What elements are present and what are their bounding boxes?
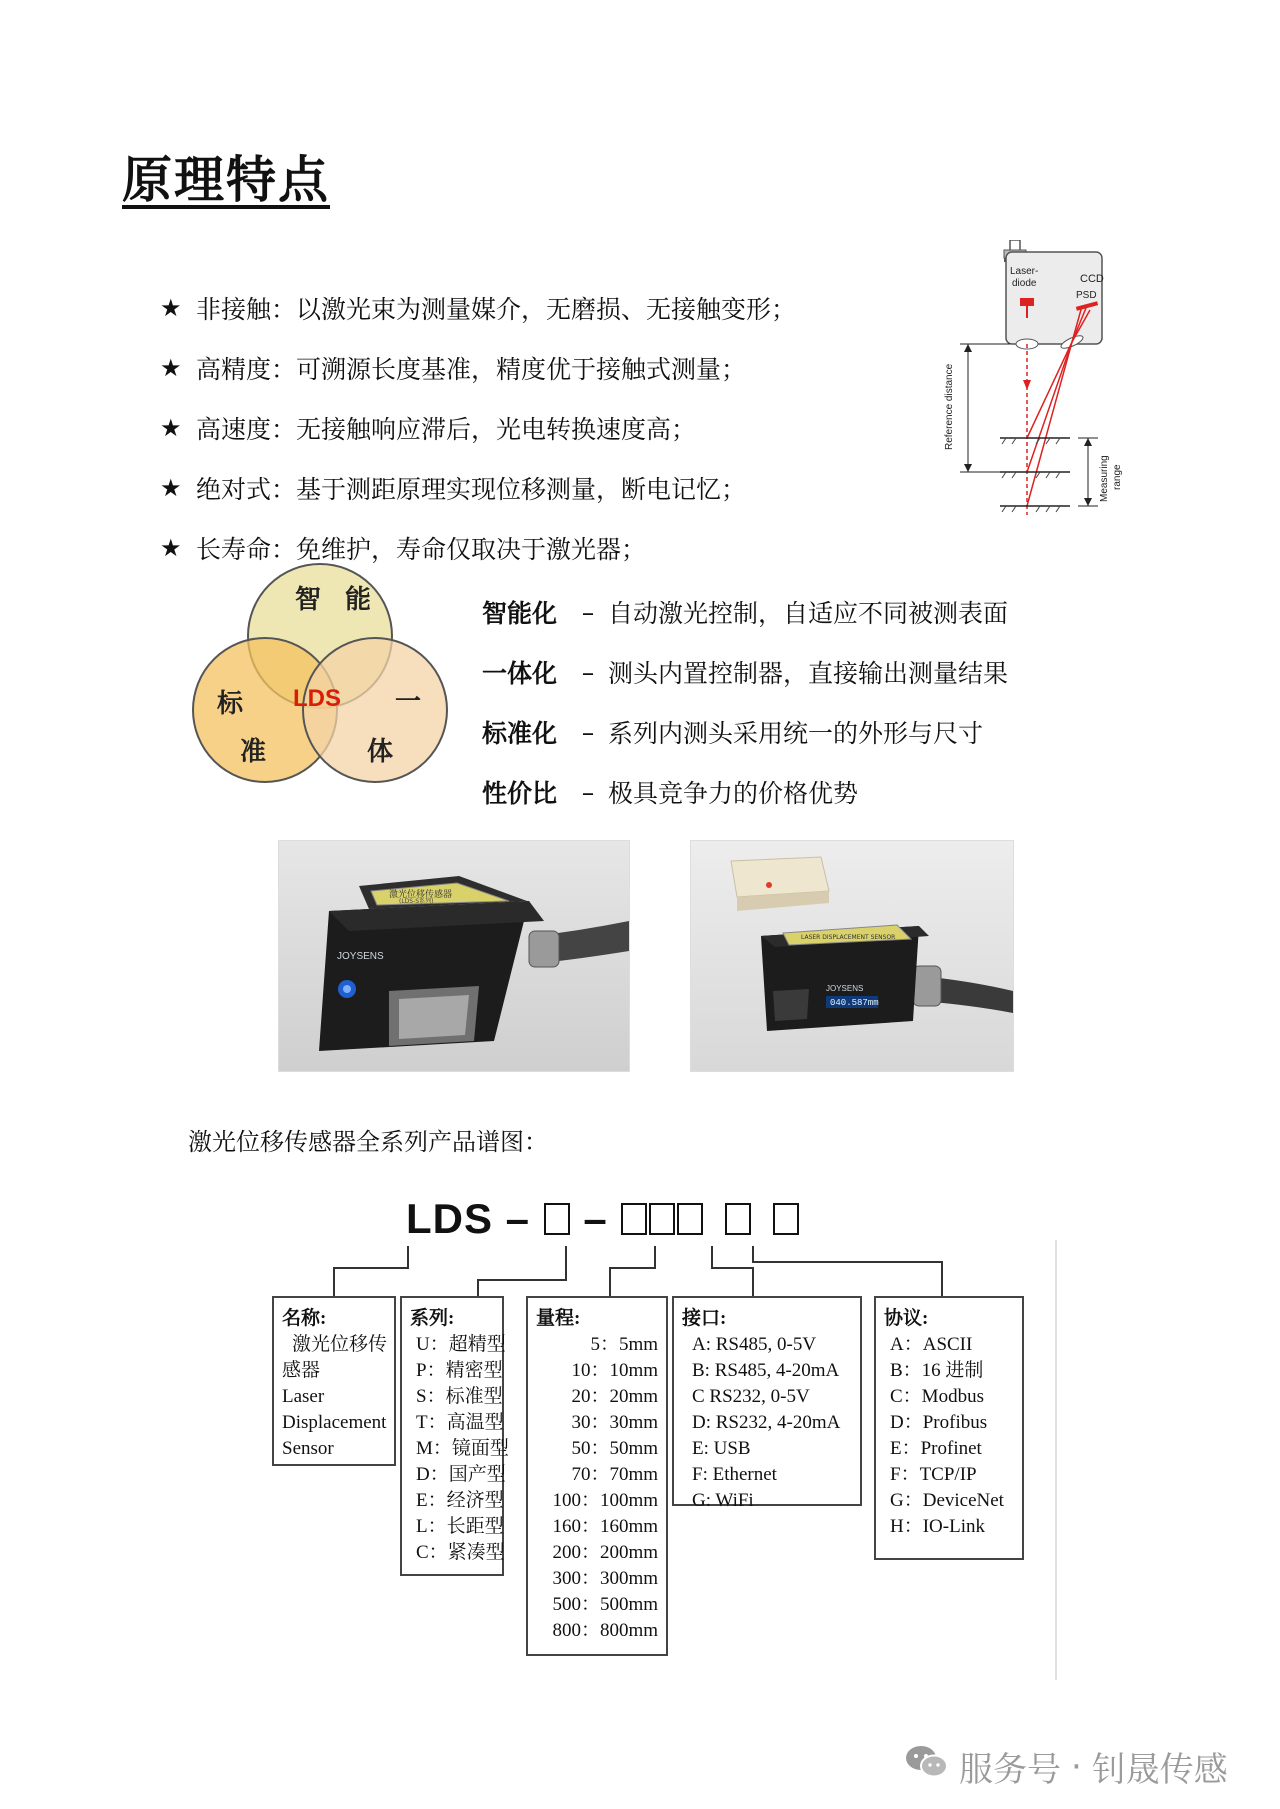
venn-center-label: LDS [293, 685, 341, 712]
advantage-item [482, 702, 1008, 762]
feature-text: 长寿命：免维护，寿命仅取决于激光器； [196, 535, 647, 564]
spec-box-item: 500：500mm [552, 1594, 658, 1615]
measuring-label: Measuring [1099, 455, 1110, 502]
star-icon: ★ [160, 474, 182, 502]
feature-text: 高速度：无接触响应滞后，光电转换速度高； [196, 415, 697, 444]
page-title: 原理特点 [122, 151, 330, 209]
product-code [406, 1195, 800, 1243]
spec-box-item: C：Modbus [890, 1386, 984, 1407]
photo2-display-readout: 040.587mm [830, 998, 879, 1008]
feature-list [160, 278, 796, 578]
star-icon: ★ [160, 294, 182, 322]
diode-label: diode [1012, 278, 1037, 289]
advantage-item [482, 642, 1008, 702]
spec-box-item: 50：50mm [571, 1438, 658, 1459]
code-slot-range-3 [677, 1203, 703, 1235]
advantage-dash: – [581, 657, 595, 687]
spec-box-item: D：国产型 [416, 1464, 506, 1485]
spec-box-item: T：高温型 [416, 1412, 504, 1433]
spec-box-item: P：精密型 [416, 1360, 503, 1381]
spec-box-header: 名称: [282, 1308, 327, 1329]
product-photo-front [278, 840, 630, 1072]
feature-item [160, 338, 796, 398]
spec-box-header: 量程: [536, 1308, 581, 1329]
spec-box-item: G: WiFi [692, 1490, 754, 1511]
watermark [905, 1742, 1228, 1791]
spec-box-item: 300：300mm [552, 1568, 658, 1589]
spec-box-item: E：Profinet [890, 1438, 982, 1459]
spec-box-item: 70：70mm [571, 1464, 658, 1485]
spec-box-header: 协议: [884, 1308, 929, 1329]
photo2-brand: JOYSENS [826, 984, 864, 993]
spec-box-name [272, 1296, 396, 1466]
advantage-name: 性价比 [482, 779, 558, 808]
advantage-item [482, 582, 1008, 642]
spec-box-item: F：TCP/IP [890, 1464, 977, 1485]
spec-box-item: 感器 [282, 1360, 321, 1381]
spec-box-item: L：长距型 [416, 1516, 504, 1537]
feature-text: 高精度：可溯源长度基准，精度优于接触式测量； [196, 355, 747, 384]
spec-box-header: 系列: [410, 1308, 455, 1329]
spec-box-item: U：超精型 [416, 1334, 506, 1355]
photo1-label-series: (LDS-S系列) [399, 898, 434, 905]
spectrum-caption: 激光位移传感器全系列产品谱图： [188, 1128, 548, 1156]
star-icon: ★ [160, 534, 182, 562]
venn-top-char-1: 智 [295, 585, 322, 615]
venn-right-char-1: 一 [395, 687, 422, 717]
code-slot-range-1 [621, 1203, 647, 1235]
code-dash: – [583, 1195, 608, 1242]
advantage-text: 测头内置控制器，直接输出测量结果 [608, 659, 1009, 688]
code-slot-range-2 [649, 1203, 675, 1235]
spec-box-item: M：镜面型 [416, 1438, 509, 1459]
spec-box-item: E: USB [692, 1438, 751, 1459]
photo2-label-title: LASER DISPLACEMENT SENSOR [801, 934, 896, 941]
spec-box-item: 800：800mm [552, 1620, 658, 1641]
photo1-label-title: 激光位移传感器 [389, 890, 453, 900]
venn-right-char-2: 体 [367, 737, 394, 767]
feature-text: 非接触：以激光束为测量媒介，无磨损、无接触变形； [196, 295, 797, 324]
code-slot-interface [725, 1203, 751, 1235]
spec-box-item: B: RS485, 4-20mA [692, 1360, 840, 1381]
spec-box-item: 20：20mm [571, 1386, 658, 1407]
wechat-icon [905, 1743, 949, 1790]
spec-box-item: E：经济型 [416, 1490, 504, 1511]
spec-box-item: S：标准型 [416, 1386, 503, 1407]
star-icon: ★ [160, 414, 182, 442]
code-slot-protocol [773, 1203, 799, 1235]
star-icon: ★ [160, 354, 182, 382]
spec-box-range [526, 1296, 668, 1656]
watermark-separator: · [1071, 1746, 1082, 1787]
product-photo-measuring [690, 840, 1014, 1072]
advantage-dash: – [581, 597, 595, 627]
spec-box-item: 10：10mm [571, 1360, 658, 1381]
laser-label: Laser- [1010, 266, 1039, 277]
spec-box-series [400, 1296, 509, 1576]
spec-box-item: G：DeviceNet [890, 1490, 1004, 1511]
advantage-text: 极具竞争力的价格优势 [608, 779, 859, 808]
triangulation-diagram [930, 240, 1130, 534]
advantage-text: 系列内测头采用统一的外形与尺寸 [608, 719, 984, 748]
spec-box-item: 30：30mm [571, 1412, 658, 1433]
ccd-label: CCD [1080, 273, 1104, 285]
venn-top-char-2: 能 [345, 585, 372, 615]
spec-box-item: Laser [282, 1386, 325, 1407]
advantage-name: 一体化 [482, 659, 558, 688]
feature-item [160, 278, 796, 338]
venn-diagram [185, 560, 455, 794]
spec-box-item: A：ASCII [890, 1334, 973, 1355]
feature-text: 绝对式：基于测距原理实现位移测量，断电记忆； [196, 475, 747, 504]
watermark-account-type: 服务号 [959, 1750, 1061, 1790]
spec-box-item: Sensor [282, 1438, 334, 1459]
spec-box-item: 5：5mm [590, 1334, 658, 1355]
spec-box-item: 200：200mm [552, 1542, 658, 1563]
spec-box-protocol [874, 1296, 1024, 1560]
code-dash: – [505, 1195, 531, 1242]
spec-box-item: B：16 进制 [890, 1360, 984, 1381]
spec-box-item: Displacement [282, 1412, 387, 1433]
watermark-account-name: 钊晟传感 [1091, 1750, 1228, 1790]
spec-box-item: C RS232, 0-5V [692, 1386, 810, 1407]
photo1-brand: JOYSENS [337, 951, 384, 962]
spec-box-interface [672, 1296, 862, 1511]
advantage-name: 智能化 [482, 599, 558, 628]
advantage-dash: – [581, 717, 595, 747]
psd-label: PSD [1076, 290, 1097, 301]
spec-box-item: H：IO-Link [890, 1516, 985, 1537]
range-label: range [1112, 464, 1123, 490]
advantages-list [482, 582, 1008, 822]
code-prefix: LDS [406, 1195, 493, 1242]
advantage-item [482, 762, 1008, 822]
code-slot-series [544, 1203, 570, 1235]
venn-left-char-2: 准 [240, 737, 267, 767]
reference-distance-label: Reference distance [944, 363, 955, 450]
feature-item [160, 398, 796, 458]
spec-box-item: 100：100mm [552, 1490, 658, 1511]
spec-box-item: F: Ethernet [692, 1464, 777, 1485]
advantage-name: 标准化 [482, 719, 558, 748]
advantage-dash: – [581, 777, 595, 807]
venn-left-char-1: 标 [217, 689, 244, 719]
feature-item [160, 458, 796, 518]
spec-box-header: 接口: [682, 1308, 727, 1329]
spec-box-item: D: RS232, 4-20mA [692, 1412, 841, 1433]
spec-box-item: D：Profibus [890, 1412, 988, 1433]
advantage-text: 自动激光控制，自适应不同被测表面 [608, 599, 1009, 628]
spec-box-item: 激光位移传 [292, 1334, 388, 1355]
spec-box-item: A: RS485, 0-5V [692, 1334, 817, 1355]
spec-box-item: 160：160mm [552, 1516, 658, 1537]
spec-box-item: C：紧凑型 [416, 1542, 505, 1563]
